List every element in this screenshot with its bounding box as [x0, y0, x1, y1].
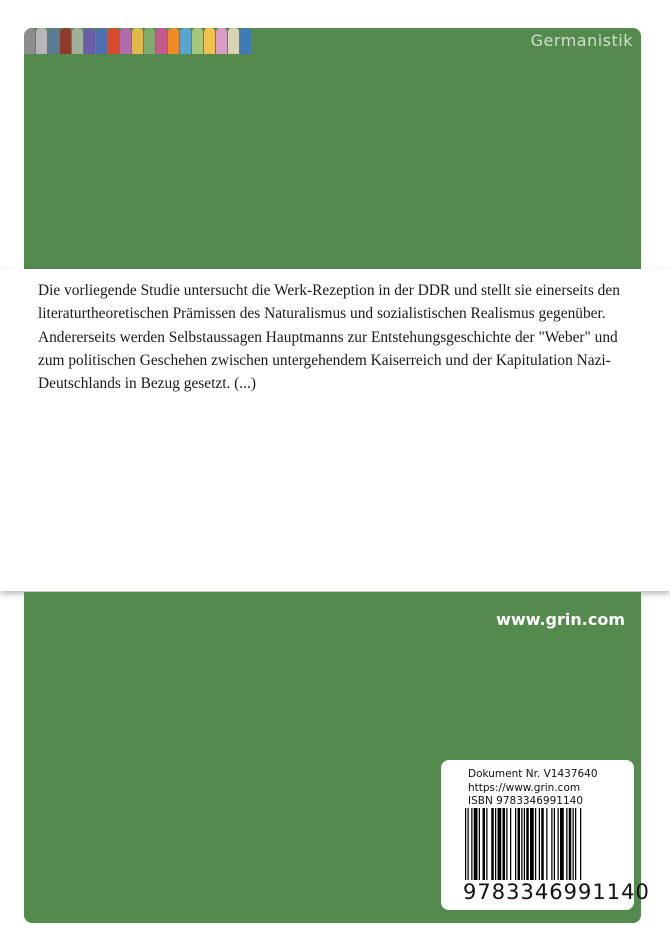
barcode-bar — [580, 808, 581, 880]
barcode-bar — [465, 808, 466, 880]
color-stripe — [216, 28, 227, 54]
cover-top-panel — [24, 28, 641, 269]
barcode-bar — [479, 808, 480, 880]
publisher-url[interactable]: www.grin.com — [496, 610, 625, 629]
isbn-text: ISBN 9783346991140 — [468, 795, 584, 807]
barcode-bar — [551, 808, 552, 880]
barcode-bar — [506, 808, 507, 880]
color-stripe — [84, 28, 95, 54]
color-stripe — [24, 28, 35, 54]
barcode-digit: 3 — [520, 880, 535, 904]
barcode-bar — [471, 808, 472, 880]
barcode-bar — [498, 808, 502, 880]
barcode-digit: 4 — [621, 880, 636, 904]
color-stripe — [36, 28, 47, 54]
barcode-bar — [539, 808, 540, 880]
barcode-bar — [491, 808, 494, 880]
barcode-bar — [468, 808, 469, 880]
color-stripe — [96, 28, 107, 54]
barcode-digits — [463, 880, 650, 904]
barcode-digit: 1 — [606, 880, 622, 904]
color-stripe — [192, 28, 203, 54]
document-number: Dokument Nr. V1437640 — [468, 768, 598, 780]
color-stripe — [60, 28, 71, 54]
barcode-bar — [530, 808, 534, 880]
barcode-digit: 9 — [463, 880, 478, 904]
barcode-bar — [474, 808, 478, 880]
color-stripe — [120, 28, 131, 54]
document-link[interactable]: https://www.grin.com — [468, 781, 581, 794]
barcode-bar — [495, 808, 496, 880]
barcode-digit: 8 — [491, 880, 507, 904]
color-stripe — [156, 28, 167, 54]
barcode-digit: 3 — [506, 880, 521, 904]
color-stripe — [204, 28, 215, 54]
summary-band — [0, 269, 670, 591]
barcode-digit: 0 — [635, 880, 650, 904]
color-stripe — [108, 28, 119, 54]
barcode-bar — [483, 808, 486, 880]
barcode-digit: 9 — [563, 880, 578, 904]
barcode-bar — [573, 808, 574, 880]
color-stripe — [228, 28, 239, 54]
color-stripe — [72, 28, 83, 54]
barcode-digit: 9 — [578, 880, 593, 904]
barcode-meta — [468, 768, 598, 809]
barcode-bar — [575, 808, 576, 880]
barcode-bar — [518, 808, 521, 880]
barcode-image — [465, 808, 627, 880]
barcode-digit: 7 — [477, 880, 492, 904]
series-name: Germanistik — [530, 31, 633, 50]
barcode-bar — [566, 808, 567, 880]
barcode-bar — [535, 808, 536, 880]
barcode-bar — [503, 808, 506, 880]
barcode-bar — [569, 808, 572, 880]
barcode-bar — [546, 808, 547, 880]
barcode-bar — [541, 808, 544, 880]
color-stripe — [144, 28, 155, 54]
barcode-bar — [521, 808, 522, 880]
barcode-bar — [510, 808, 511, 880]
barcode-bar — [560, 808, 564, 880]
barcode-bar — [486, 808, 487, 880]
color-stripe — [132, 28, 143, 54]
barcode-digit: 6 — [549, 880, 564, 904]
color-stripe — [180, 28, 191, 54]
barcode-digit: 1 — [592, 880, 607, 904]
barcode-bar — [554, 808, 555, 880]
color-stripe-strip — [24, 28, 252, 54]
barcode-digit: 4 — [534, 880, 550, 904]
barcode-box — [441, 760, 650, 910]
barcode-bar — [526, 808, 529, 880]
barcode-bar — [524, 808, 525, 880]
color-stripe — [240, 28, 251, 54]
color-stripe — [168, 28, 179, 54]
barcode-bar — [558, 808, 559, 880]
color-stripe — [48, 28, 59, 54]
barcode-bar — [515, 808, 516, 880]
summary-text: Die vorliegende Studie untersucht die Werk-Rezeption in der DDR und stellt sie einerseits den literaturtheoretischen Prämissen des Naturalismus und sozialistischen Realismus gegenüber. Andererseits werden Selbstaussagen Hauptmanns zur Entstehungsgeschichte der "Weber" und zum politischen Geschehen zwischen untergehendem Kaiserreich und der Kapitulation Nazi-Deutschlands in Bezug gesetzt. (...) — [38, 282, 620, 393]
